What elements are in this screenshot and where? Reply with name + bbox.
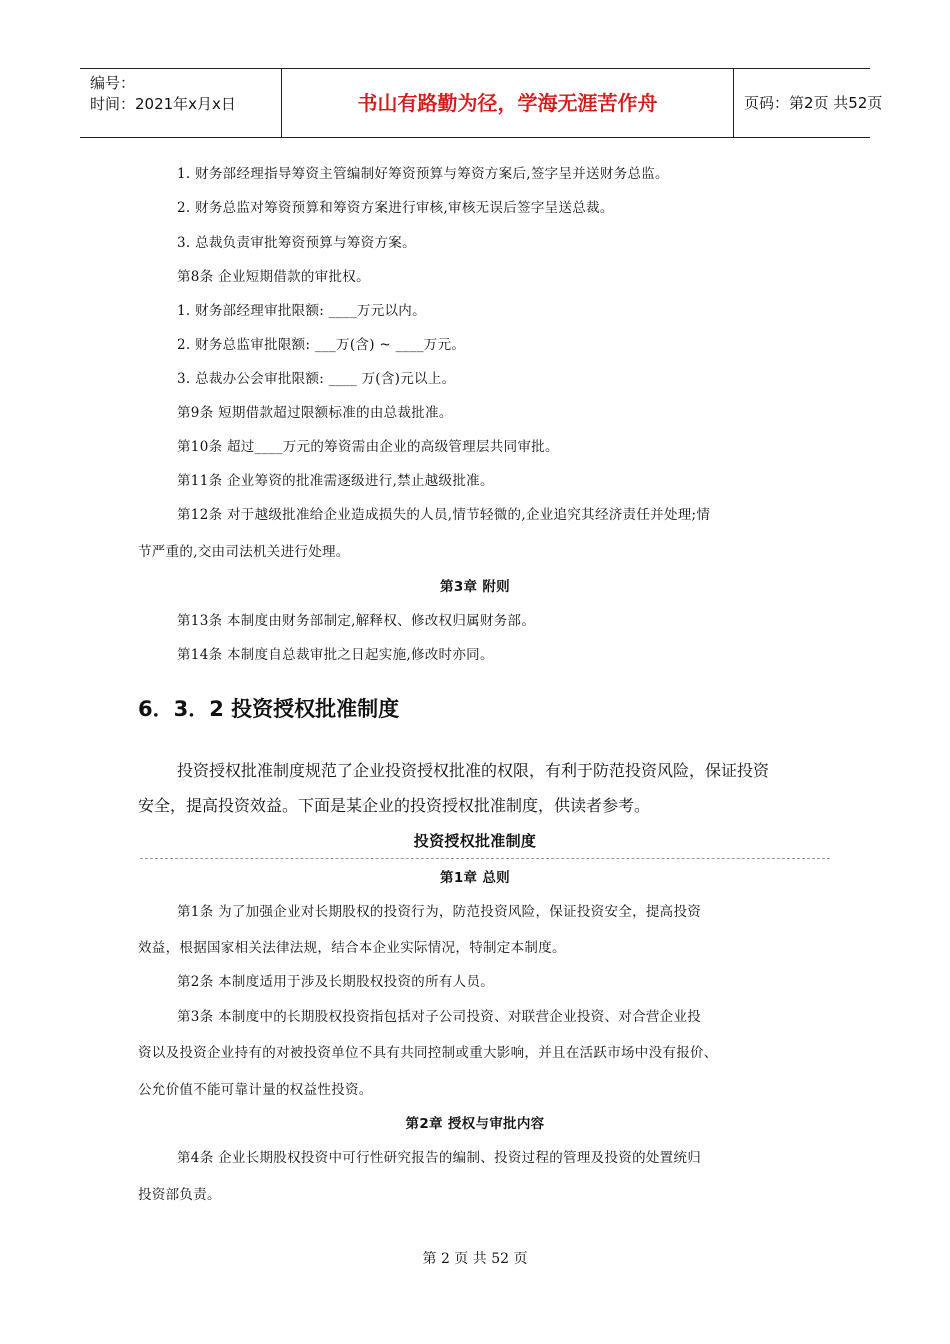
dashed-divider (140, 858, 830, 859)
section-heading: 6．3．2 投资授权批准制度 (138, 697, 400, 721)
paragraph-line: 第10条 超过____万元的筹资需由企业的高级管理层共同审批。 (177, 439, 559, 455)
paragraph-line: 3. 总裁办公会审批限额: ____ 万(含)元以上。 (177, 371, 456, 387)
paragraph-line: 投资部负责。 (138, 1187, 221, 1203)
paragraph-line: 效益，根据国家相关法律法规，结合本企业实际情况，特制定本制度。 (138, 940, 566, 956)
page-header (80, 68, 883, 138)
paragraph-line: 公允价值不能可靠计量的权益性投资。 (138, 1082, 373, 1098)
article-heading: 第8条 企业短期借款的审批权。 (177, 269, 370, 285)
paragraph-line: 第3条 本制度中的长期股权投资指包括对子公司投资、对联营企业投资、对合营企业投 (177, 1009, 702, 1025)
paragraph-line: 第2条 本制度适用于涉及长期股权投资的所有人员。 (177, 974, 495, 990)
paragraph-line: 1. 财务部经理指导筹资主管编制好筹资预算与筹资方案后,签字呈并送财务总监。 (177, 166, 669, 182)
intro-line: 安全，提高投资效益。下面是某企业的投资授权批准制度，供读者参考。 (138, 796, 651, 815)
paragraph-line: 第4条 企业长期股权投资中可行性研究报告的编制、投资过程的管理及投资的处置统归 (177, 1150, 702, 1166)
paragraph-line: 第1条 为了加强企业对长期股权的投资行为，防范投资风险，保证投资安全，提高投资 (177, 904, 702, 920)
chapter-heading: 第2章 授权与审批内容 (405, 1116, 545, 1132)
paragraph-line: 第9条 短期借款超过限额标准的由总裁批准。 (177, 405, 453, 421)
header-page-info: 页码：第2页 共52页 (744, 94, 883, 112)
header-meta (80, 69, 282, 137)
document-date-label: 时间：2021年x月x日 (90, 95, 236, 113)
paragraph-line: 第13条 本制度由财务部制定,解释权、修改权归属财务部。 (177, 613, 536, 629)
paragraph-line: 节严重的,交由司法机关进行处理。 (138, 544, 350, 560)
paragraph-line: 2. 财务总监审批限额: ___万(含) ~ ____万元。 (177, 337, 466, 353)
paragraph-line: 第12条 对于越级批准给企业造成损失的人员,情节轻微的,企业追究其经济责任并处理;情 (177, 507, 711, 523)
paragraph-line: 第11条 企业筹资的批准需逐级进行,禁止越级批准。 (177, 473, 494, 489)
paragraph-line: 1. 财务部经理审批限额: ____万元以内。 (177, 303, 426, 319)
document-number-label: 编号： (90, 74, 136, 92)
paragraph-line: 资以及投资企业持有的对被投资单位不具有共同控制或重大影响，并且在活跃市场中没有报价、 (138, 1045, 718, 1061)
paragraph-line: 3. 总裁负责审批筹资预算与筹资方案。 (177, 235, 416, 251)
document-title: 投资授权批准制度 (413, 832, 537, 850)
paragraph-line: 2. 财务总监对筹资预算和筹资方案进行审核,审核无误后签字呈送总裁。 (177, 200, 614, 216)
chapter-heading: 第1章 总则 (440, 870, 510, 886)
intro-line: 投资授权批准制度规范了企业投资授权批准的权限，有利于防范投资风险，保证投资 (177, 761, 770, 780)
header-motto: 书山有路勤为径，学海无涯苦作舟 (282, 69, 734, 137)
chapter-heading: 第3章 附则 (440, 579, 510, 595)
page-footer: 第 2 页 共 52 页 (422, 1251, 528, 1267)
paragraph-line: 第14条 本制度自总裁审批之日起实施,修改时亦同。 (177, 647, 494, 663)
